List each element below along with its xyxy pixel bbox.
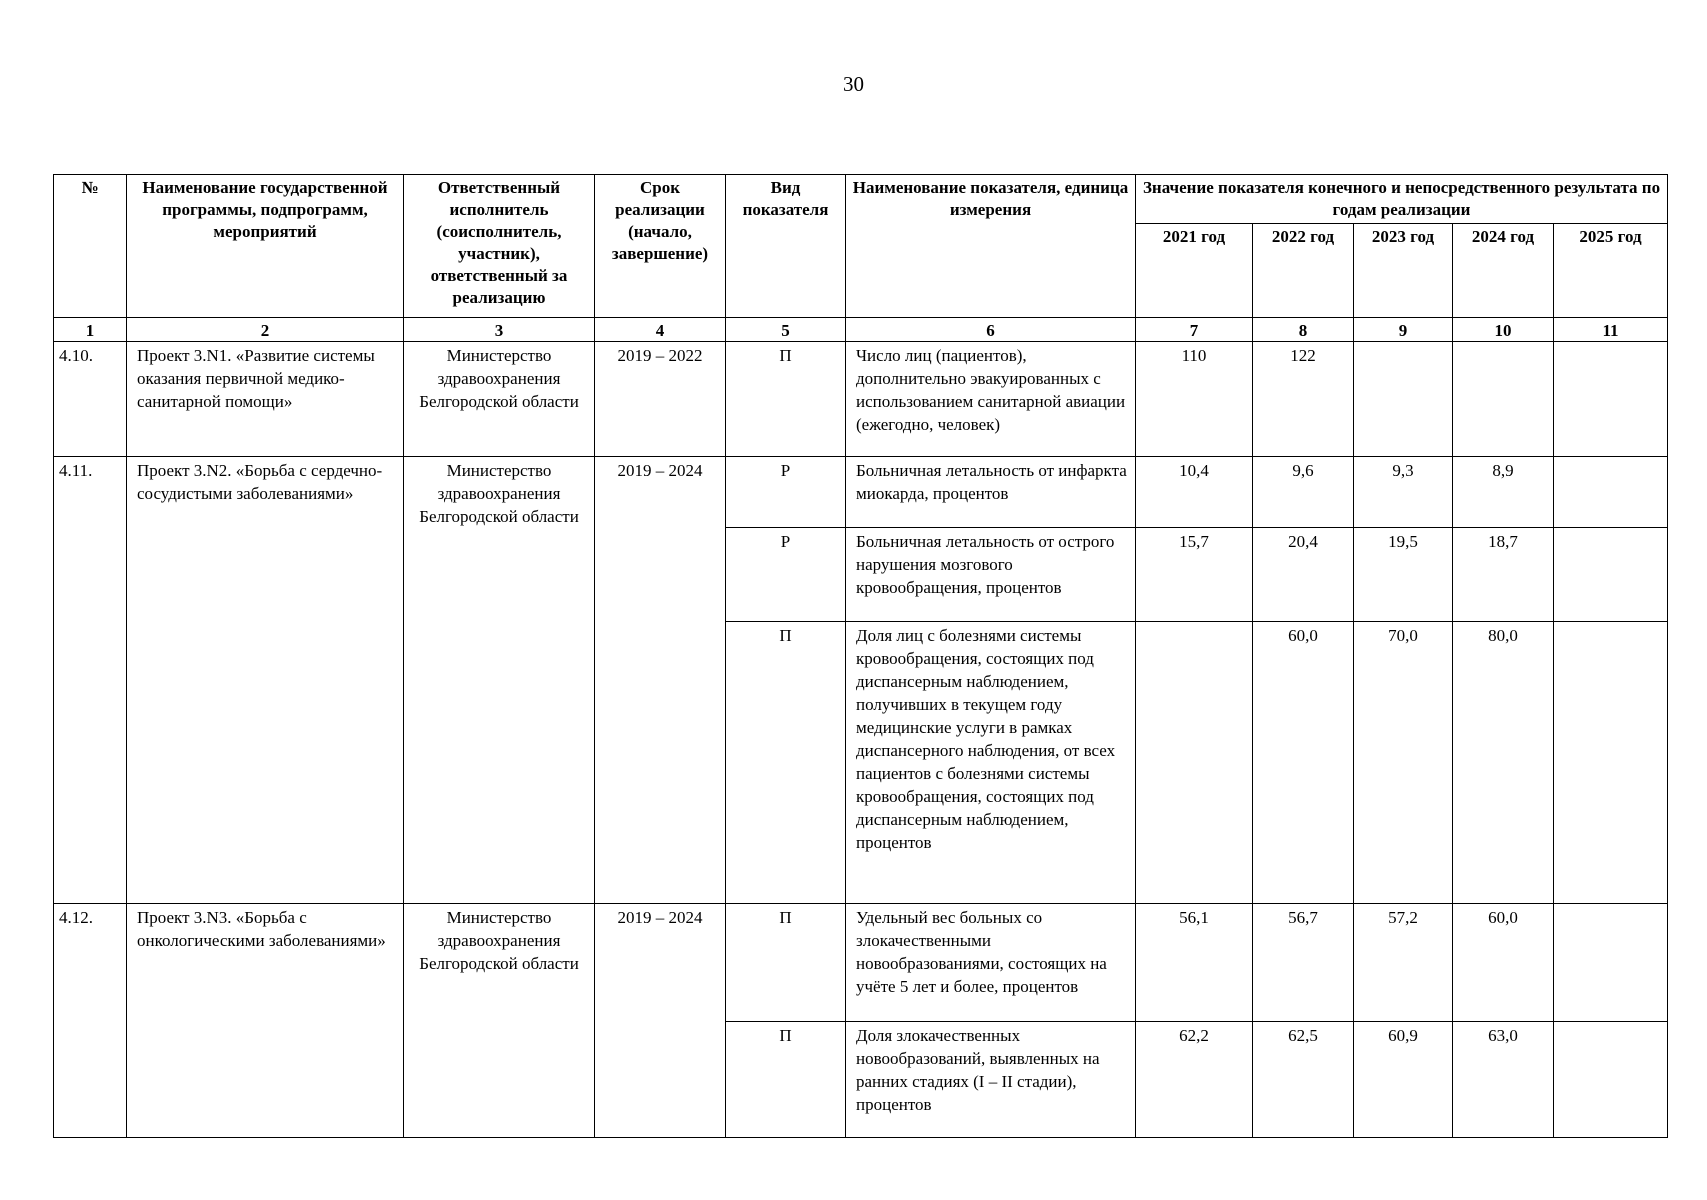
value-2022: 20,4 <box>1253 528 1354 622</box>
value-2023: 70,0 <box>1354 622 1453 904</box>
value-2022: 56,7 <box>1253 904 1354 1022</box>
value-2024: 8,9 <box>1453 457 1554 528</box>
header-name: Наименование государственной программы, подпрограмм, мероприятий <box>127 175 404 318</box>
program-name: Проект 3.N2. «Борьба с сердечно-сосудистыми заболеваниями» <box>127 457 404 904</box>
header-responsible: Ответственный исполнитель (соисполнитель, участник), ответственный за реализацию <box>404 175 595 318</box>
value-2022: 62,5 <box>1253 1022 1354 1138</box>
value-2022: 9,6 <box>1253 457 1354 528</box>
column-number: 2 <box>127 318 404 342</box>
value-2025 <box>1554 622 1668 904</box>
value-2025 <box>1554 1022 1668 1138</box>
value-2024: 60,0 <box>1453 904 1554 1022</box>
column-number: 10 <box>1453 318 1554 342</box>
row-number: 4.12. <box>54 904 127 1138</box>
indicator-name: Доля злокачественных новообразований, выявленных на ранних стадиях (I – II стадии), процентов <box>846 1022 1136 1138</box>
implementation-term: 2019 – 2024 <box>595 904 726 1138</box>
header-year-2024: 2024 год <box>1453 224 1554 318</box>
responsible-executor: Министерство здравоохранения Белгородской области <box>404 904 595 1138</box>
implementation-term: 2019 – 2024 <box>595 457 726 904</box>
header-values-group: Значение показателя конечного и непосредственного результата по годам реализации <box>1136 175 1668 224</box>
value-2023 <box>1354 342 1453 457</box>
value-2024: 80,0 <box>1453 622 1554 904</box>
header-year-2021: 2021 год <box>1136 224 1253 318</box>
value-2021 <box>1136 622 1253 904</box>
table-row <box>54 342 1668 457</box>
column-number: 1 <box>54 318 127 342</box>
header-indicator: Наименование показателя, единица измерения <box>846 175 1136 318</box>
column-number: 5 <box>726 318 846 342</box>
value-2022: 122 <box>1253 342 1354 457</box>
value-2021: 56,1 <box>1136 904 1253 1022</box>
indicator-name: Больничная летальность от острого нарушения мозгового кровообращения, процентов <box>846 528 1136 622</box>
indicator-name: Удельный вес больных со злокачественными новообразованиями, состоящих на учёте 5 лет и более, процентов <box>846 904 1136 1022</box>
value-2025 <box>1554 457 1668 528</box>
header-year-2023: 2023 год <box>1354 224 1453 318</box>
responsible-executor: Министерство здравоохранения Белгородской области <box>404 457 595 904</box>
header-no: № <box>54 175 127 318</box>
table-row <box>54 457 1668 528</box>
column-number: 9 <box>1354 318 1453 342</box>
value-2022: 60,0 <box>1253 622 1354 904</box>
indicator-name: Доля лиц с болезнями системы кровообращения, состоящих под диспансерным наблюдением, получивших в текущем году медицинские услуги в рамках диспансерного наблюдения, от всех пациентов с болезнями системы кровообращения, состоящих под диспансерным наблюдением, процентов <box>846 622 1136 904</box>
value-2025 <box>1554 904 1668 1022</box>
value-2025 <box>1554 342 1668 457</box>
implementation-term: 2019 – 2022 <box>595 342 726 457</box>
column-number: 4 <box>595 318 726 342</box>
column-number: 11 <box>1554 318 1668 342</box>
value-2024 <box>1453 342 1554 457</box>
indicator-name: Число лиц (пациентов), дополнительно эвакуированных с использованием санитарной авиации (ежегодно, человек) <box>846 342 1136 457</box>
value-2025 <box>1554 528 1668 622</box>
program-name: Проект 3.N1. «Развитие системы оказания первичной медико-санитарной помощи» <box>127 342 404 457</box>
indicator-type: П <box>726 342 846 457</box>
header-term: Срок реализации (начало, завершение) <box>595 175 726 318</box>
value-2023: 9,3 <box>1354 457 1453 528</box>
value-2021: 10,4 <box>1136 457 1253 528</box>
column-number: 6 <box>846 318 1136 342</box>
value-2021: 15,7 <box>1136 528 1253 622</box>
value-2023: 60,9 <box>1354 1022 1453 1138</box>
column-number: 7 <box>1136 318 1253 342</box>
table-row <box>54 904 1668 1022</box>
program-name: Проект 3.N3. «Борьба с онкологическими заболеваниями» <box>127 904 404 1138</box>
column-number: 3 <box>404 318 595 342</box>
header-type: Вид показателя <box>726 175 846 318</box>
value-2021: 62,2 <box>1136 1022 1253 1138</box>
indicator-type: Р <box>726 528 846 622</box>
value-2021: 110 <box>1136 342 1253 457</box>
row-number: 4.10. <box>54 342 127 457</box>
indicator-type: Р <box>726 457 846 528</box>
responsible-executor: Министерство здравоохранения Белгородской области <box>404 342 595 457</box>
value-2023: 19,5 <box>1354 528 1453 622</box>
column-number: 8 <box>1253 318 1354 342</box>
row-number: 4.11. <box>54 457 127 904</box>
value-2024: 18,7 <box>1453 528 1554 622</box>
value-2023: 57,2 <box>1354 904 1453 1022</box>
indicators-table <box>53 174 1668 1138</box>
indicator-type: П <box>726 1022 846 1138</box>
indicator-type: П <box>726 904 846 1022</box>
page-number: 30 <box>843 72 864 96</box>
value-2024: 63,0 <box>1453 1022 1554 1138</box>
indicator-type: П <box>726 622 846 904</box>
indicator-name: Больничная летальность от инфаркта миокарда, процентов <box>846 457 1136 528</box>
header-year-2022: 2022 год <box>1253 224 1354 318</box>
header-year-2025: 2025 год <box>1554 224 1668 318</box>
